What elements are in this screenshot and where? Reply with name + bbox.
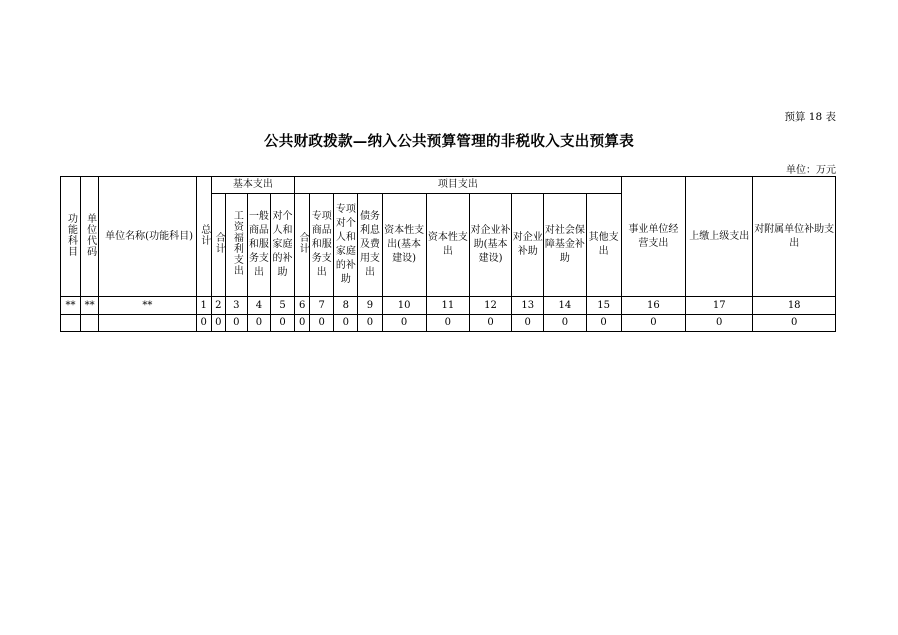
col-header-basic-0: 合计	[211, 194, 225, 297]
row-number-cell: **	[61, 297, 81, 315]
col-header-basic-1: 工资福利支出	[225, 194, 247, 297]
row-number-cell: 15	[586, 297, 621, 315]
value-cell: 0	[271, 315, 295, 332]
row-number-cell: 18	[753, 297, 836, 315]
row-number-cell: 10	[382, 297, 426, 315]
table-row-numbers	[61, 297, 836, 315]
value-cell	[99, 315, 196, 332]
value-cell: 0	[382, 315, 426, 332]
value-cell: 0	[686, 315, 753, 332]
row-number-cell: 6	[295, 297, 310, 315]
row-number-cell: 11	[426, 297, 469, 315]
value-cell: 0	[225, 315, 247, 332]
col-header-tail-1: 上缴上级支出	[686, 177, 753, 297]
col-header-total: 总计	[196, 177, 211, 297]
value-cell: 0	[512, 315, 544, 332]
row-number-cell: 16	[621, 297, 685, 315]
row-number-cell: 7	[310, 297, 334, 315]
col-header-tail-0: 事业单位经营支出	[621, 177, 685, 297]
row-number-cell: 14	[544, 297, 586, 315]
row-number-cell: 12	[469, 297, 511, 315]
value-cell: 0	[310, 315, 334, 332]
value-cell	[61, 315, 81, 332]
row-number-cell: 13	[512, 297, 544, 315]
col-header-tail-2: 对附属单位补助支出	[753, 177, 836, 297]
row-number-cell: **	[99, 297, 196, 315]
value-cell: 0	[247, 315, 270, 332]
unit-label: 单位：万元	[786, 165, 836, 176]
col-header-project-5: 资本性支出	[426, 194, 469, 297]
col-header-basic-3: 对个人和家庭的补助	[271, 194, 295, 297]
header-row-groups	[61, 177, 836, 194]
value-cell	[81, 315, 99, 332]
col-header-project-3: 债务利息及费用支出	[358, 194, 382, 297]
table-row-values	[61, 315, 836, 332]
group-header-project: 项目支出	[295, 177, 622, 194]
value-cell: 0	[753, 315, 836, 332]
value-cell: 0	[358, 315, 382, 332]
col-header-project-9: 其他支出	[586, 194, 621, 297]
form-number: 预算 18 表	[784, 111, 836, 123]
col-header-project-0: 合计	[295, 194, 310, 297]
budget-table	[60, 176, 836, 332]
value-cell: 0	[295, 315, 310, 332]
value-cell: 0	[334, 315, 358, 332]
value-cell: 0	[469, 315, 511, 332]
row-number-cell: 5	[271, 297, 295, 315]
page-title: 公共财政拨款—纳入公共预算管理的非税收入支出预算表	[264, 133, 634, 150]
col-header-func: 功能科目	[61, 177, 81, 297]
group-header-basic: 基本支出	[211, 177, 294, 194]
row-number-cell: 4	[247, 297, 270, 315]
col-header-unit-name: 单位名称(功能科目)	[99, 177, 196, 297]
value-cell: 0	[211, 315, 225, 332]
row-number-cell: 2	[211, 297, 225, 315]
col-header-unit-code: 单位代码	[81, 177, 99, 297]
col-header-project-4: 资本性支出(基本建设)	[382, 194, 426, 297]
col-header-project-8: 对社会保障基金补助	[544, 194, 586, 297]
value-cell: 0	[621, 315, 685, 332]
col-header-project-6: 对企业补助(基本建设)	[469, 194, 511, 297]
value-cell: 0	[544, 315, 586, 332]
row-number-cell: 17	[686, 297, 753, 315]
value-cell: 0	[196, 315, 211, 332]
col-header-basic-2: 一般商品和服务支出	[247, 194, 270, 297]
col-header-project-7: 对企业补助	[512, 194, 544, 297]
value-cell: 0	[586, 315, 621, 332]
col-header-project-1: 专项商品和服务支出	[310, 194, 334, 297]
row-number-cell: 3	[225, 297, 247, 315]
row-number-cell: 9	[358, 297, 382, 315]
row-number-cell: 1	[196, 297, 211, 315]
col-header-project-2: 专项对个人和家庭的补助	[334, 194, 358, 297]
row-number-cell: **	[81, 297, 99, 315]
value-cell: 0	[426, 315, 469, 332]
row-number-cell: 8	[334, 297, 358, 315]
